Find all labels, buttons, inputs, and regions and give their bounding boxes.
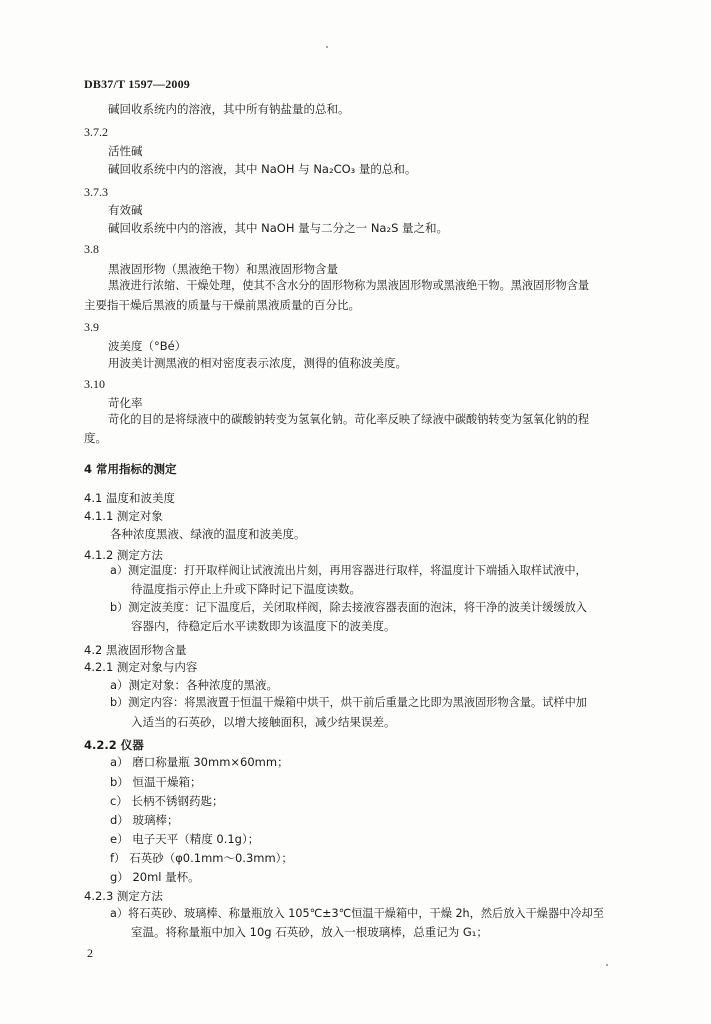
text-line: 容器内，待稳定后水平读数即为该温度下的波美度。 [131,619,396,633]
text-line: 苛化的目的是将绿液中的碳酸钠转变为氢氧化钠。苛化率反映了绿液中碳酸钠转变为氢氧化钠的程 [108,413,590,426]
text-line: a）测定温度：打开取样阀让试液流出片刻，再用容器进行取样，将温度计下端插入取样试液中， [110,564,587,577]
scan-speck [606,964,608,966]
text-line: 4.2.3 测定方法 [84,889,163,903]
text-line: 黑液固形物（黑液绝干物）和黑液固形物含量 [108,262,338,276]
page-number: 2 [87,946,93,960]
clause-number: 3.8 [84,242,99,256]
text-line: e） 电子天平（精度 0.1g）； [110,832,260,846]
text-line: 波美度（°Bé） [108,339,187,353]
scan-speck [326,46,328,48]
text-line: 用波美计测黑液的相对密度表示浓度，测得的值称波美度。 [108,356,407,370]
text-line: c） 长柄不锈钢药匙； [110,794,224,808]
text-line: a） 磨口称量瓶 30mm×60mm； [110,755,289,769]
text-line: 苛化率 [108,396,143,410]
text-line: 主要指干燥后黑液的质量与干燥前黑液质量的百分比。 [84,298,360,312]
text-line: 待温度指示停止上升或下降时记下温度读数。 [131,582,361,596]
text-line: 4.2 黑液固形物含量 [84,643,187,657]
text-line: 活性碱 [108,144,143,158]
text-line: 有效碱 [108,203,143,217]
text-line: 4 常用指标的测定 [84,462,177,476]
text-line: 碱回收系统中内的溶液，其中 NaOH 量与二分之一 Na₂S 量之和。 [108,221,449,235]
text-line: 碱回收系统中内的溶液，其中 NaOH 与 Na₂CO₃ 量的总和。 [108,162,417,176]
text-line: 4.1.1 测定对象 [84,509,163,523]
text-line: d） 玻璃棒； [110,813,179,827]
document-id-header: DB37/T 1597—2009 [84,77,190,91]
text-line: 4.2.2 仪器 [84,738,144,752]
text-line: b） 恒温干燥箱； [110,775,202,789]
text-line: 4.1.2 测定方法 [84,548,163,562]
clause-number: 3.7.3 [84,185,108,199]
text-line: 各种浓度黑液、绿液的温度和波美度。 [110,527,306,541]
text-line: 碱回收系统内的溶液，其中所有钠盐量的总和。 [108,102,350,116]
text-line: 度。 [84,431,107,445]
text-line: a）将石英砂、玻璃棒、称量瓶放入 105℃±3℃恒温干燥箱中，干燥 2h，然后放入干燥器中冷却至 [110,907,604,920]
text-line: 入适当的石英砂，以增大接触面积，减少结果误差。 [131,715,396,729]
text-line: f） 石英砂（φ0.1mm～0.3mm）； [110,851,293,865]
text-line: 4.2.1 测定对象与内容 [84,660,198,674]
text-line: 室温。将称量瓶中加入 10g 石英砂，放入一根玻璃棒，总重记为 G₁； [131,925,488,939]
text-line: b）测定波美度：记下温度后，关闭取样阀，除去接液容器表面的泡沫，将干净的波美计缓缓放入 [110,601,587,614]
clause-number: 3.9 [84,320,99,334]
text-line: a）测定对象：各种浓度的黑液。 [110,678,279,692]
text-line: b）测定内容：将黑液置于恒温干燥箱中烘干，烘干前后重量之比即为黑液固形物含量。试样中加 [110,696,587,709]
text-line: 4.1 温度和波美度 [84,491,175,505]
clause-number: 3.10 [84,377,105,391]
text-line: g） 20ml 量杯。 [110,870,200,884]
text-line: 黑液进行浓缩、干燥处理，使其不含水分的固形物称为黑液固形物或黑液绝干物。黑液固形物含量 [108,279,590,292]
clause-number: 3.7.2 [84,125,108,139]
